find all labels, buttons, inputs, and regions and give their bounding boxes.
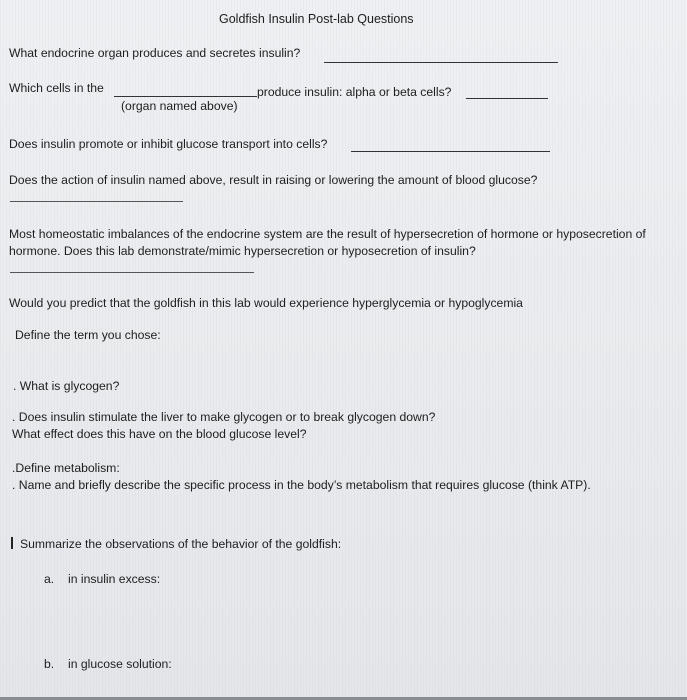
worksheet-title: Goldfish Insulin Post-lab Questions: [219, 12, 414, 26]
question-cells-prefix: Which cells in the: [9, 81, 104, 95]
answer-blank-glucose-transport[interactable]: [351, 151, 550, 152]
question-blood-glucose-effect: What effect does this have on the blood glucose level?: [12, 427, 307, 441]
answer-blank-blood-glucose[interactable]: [10, 201, 183, 202]
question-endocrine-organ: What endocrine organ produces and secretes insulin?: [9, 46, 301, 60]
list-item-marker: b.: [44, 657, 55, 671]
question-glucose-transport: Does insulin promote or inhibit glucose transport into cells?: [9, 137, 328, 151]
question-glycemia: Would you predict that the goldfish in this lab would experience hyperglycemia or hypoglycemia: [9, 296, 523, 310]
question-secretion-line2: hormone. Does this lab demonstrate/mimic hypersecretion or hyposecretion of insulin?: [9, 244, 476, 258]
list-item-insulin-excess: in insulin excess:: [68, 572, 161, 586]
answer-blank-secretion[interactable]: [10, 272, 254, 273]
question-define-metabolism: .Define metabolism:: [12, 461, 120, 475]
answer-blank-alpha-beta[interactable]: [466, 98, 548, 99]
question-cells-suffix: produce insulin: alpha or beta cells?: [257, 85, 452, 99]
question-metabolism-process: . Name and briefly describe the specific process in the body’s metabolism that requires glucose (think ATP).: [12, 478, 591, 492]
question-secretion-line1: Most homeostatic imbalances of the endocrine system are the result of hypersecretion of hormone or hyposecretion of: [9, 227, 646, 241]
question-liver-glycogen: . Does insulin stimulate the liver to make glycogen or to break glycogen down?: [12, 410, 436, 424]
question-summarize-observations: Summarize the observations of the behavior of the goldfish:: [20, 537, 342, 551]
answer-blank-endocrine-organ[interactable]: [324, 62, 558, 63]
list-item-glucose-solution: in glucose solution:: [68, 657, 172, 671]
answer-blank-organ-name[interactable]: [114, 96, 257, 97]
question-blood-glucose: Does the action of insulin named above, result in raising or lowering the amount of blood glucose?: [9, 173, 538, 187]
text-cursor-icon: [11, 537, 13, 549]
list-item-marker: a.: [44, 572, 55, 586]
organ-named-above-note: (organ named above): [121, 99, 238, 113]
define-term-prompt: Define the term you chose:: [15, 328, 161, 342]
question-glycogen: . What is glycogen?: [13, 379, 120, 393]
